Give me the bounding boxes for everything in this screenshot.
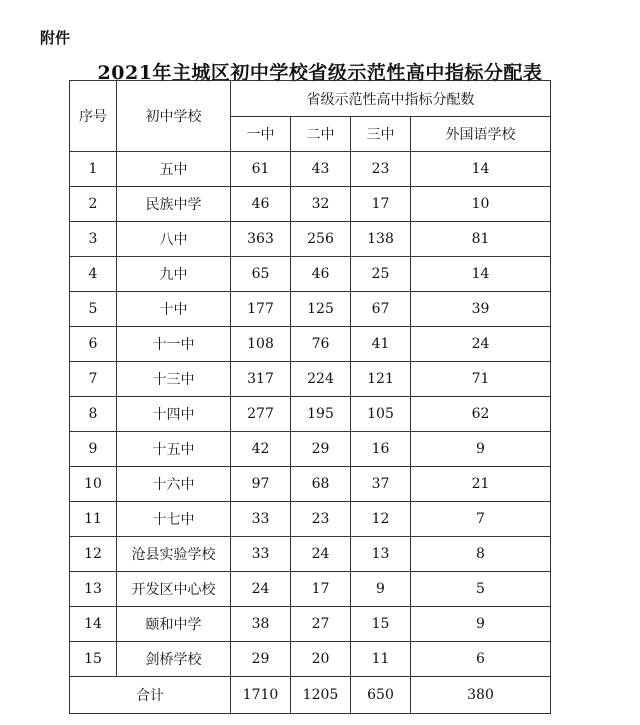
row-school: 民族中学 bbox=[117, 187, 231, 222]
row-v1: 33 bbox=[231, 502, 291, 537]
header-seq: 序号 bbox=[70, 81, 117, 152]
row-v1: 277 bbox=[231, 397, 291, 432]
row-school: 剑桥学校 bbox=[117, 642, 231, 677]
table-row bbox=[70, 362, 551, 397]
attachment-label: 附件 bbox=[40, 29, 71, 47]
row-school: 五中 bbox=[117, 152, 231, 187]
table-row bbox=[70, 187, 551, 222]
row-v2: 20 bbox=[291, 642, 351, 677]
table-row bbox=[70, 537, 551, 572]
row-seq: 10 bbox=[70, 467, 117, 502]
row-v3: 16 bbox=[351, 432, 411, 467]
row-v4: 9 bbox=[411, 607, 551, 642]
table-row bbox=[70, 607, 551, 642]
row-seq: 12 bbox=[70, 537, 117, 572]
table-row bbox=[70, 152, 551, 187]
row-v4: 81 bbox=[411, 222, 551, 257]
row-v1: 317 bbox=[231, 362, 291, 397]
allocation-table bbox=[69, 80, 551, 714]
row-v1: 24 bbox=[231, 572, 291, 607]
row-v4: 10 bbox=[411, 187, 551, 222]
total-label: 合计 bbox=[70, 677, 231, 714]
row-v3: 23 bbox=[351, 152, 411, 187]
row-v1: 363 bbox=[231, 222, 291, 257]
row-school: 十四中 bbox=[117, 397, 231, 432]
row-v2: 29 bbox=[291, 432, 351, 467]
row-school: 十中 bbox=[117, 292, 231, 327]
row-v1: 42 bbox=[231, 432, 291, 467]
row-school: 十三中 bbox=[117, 362, 231, 397]
row-seq: 5 bbox=[70, 292, 117, 327]
header-school: 初中学校 bbox=[117, 81, 231, 152]
row-school: 十五中 bbox=[117, 432, 231, 467]
row-v1: 33 bbox=[231, 537, 291, 572]
row-seq: 14 bbox=[70, 607, 117, 642]
row-v3: 25 bbox=[351, 257, 411, 292]
table-title: 2021年主城区初中学校省级示范性高中指标分配表 bbox=[97, 62, 543, 84]
row-v3: 11 bbox=[351, 642, 411, 677]
row-seq: 1 bbox=[70, 152, 117, 187]
row-v1: 46 bbox=[231, 187, 291, 222]
row-v4: 62 bbox=[411, 397, 551, 432]
row-v4: 7 bbox=[411, 502, 551, 537]
row-school: 九中 bbox=[117, 257, 231, 292]
header-group: 省级示范性高中指标分配数 bbox=[231, 81, 551, 117]
header-col-sanzhong: 三中 bbox=[351, 117, 411, 152]
row-seq: 2 bbox=[70, 187, 117, 222]
row-v3: 17 bbox=[351, 187, 411, 222]
row-v4: 24 bbox=[411, 327, 551, 362]
row-v3: 121 bbox=[351, 362, 411, 397]
row-v3: 37 bbox=[351, 467, 411, 502]
total-row bbox=[70, 677, 551, 714]
row-seq: 9 bbox=[70, 432, 117, 467]
table-row bbox=[70, 292, 551, 327]
row-v2: 76 bbox=[291, 327, 351, 362]
row-school: 十七中 bbox=[117, 502, 231, 537]
row-v2: 256 bbox=[291, 222, 351, 257]
table-row bbox=[70, 502, 551, 537]
row-v2: 68 bbox=[291, 467, 351, 502]
row-seq: 11 bbox=[70, 502, 117, 537]
row-seq: 3 bbox=[70, 222, 117, 257]
row-v2: 17 bbox=[291, 572, 351, 607]
table-row bbox=[70, 257, 551, 292]
row-v3: 13 bbox=[351, 537, 411, 572]
row-school: 十六中 bbox=[117, 467, 231, 502]
row-school: 沧县实验学校 bbox=[117, 537, 231, 572]
table-row bbox=[70, 642, 551, 677]
total-v1: 1710 bbox=[231, 677, 291, 714]
row-school: 八中 bbox=[117, 222, 231, 257]
row-v4: 71 bbox=[411, 362, 551, 397]
row-seq: 8 bbox=[70, 397, 117, 432]
row-v2: 23 bbox=[291, 502, 351, 537]
row-v2: 43 bbox=[291, 152, 351, 187]
row-v4: 8 bbox=[411, 537, 551, 572]
table-row bbox=[70, 222, 551, 257]
row-seq: 15 bbox=[70, 642, 117, 677]
row-v4: 21 bbox=[411, 467, 551, 502]
row-v1: 38 bbox=[231, 607, 291, 642]
table-body bbox=[70, 152, 551, 714]
table-row bbox=[70, 432, 551, 467]
row-seq: 4 bbox=[70, 257, 117, 292]
row-v4: 6 bbox=[411, 642, 551, 677]
row-v2: 27 bbox=[291, 607, 351, 642]
row-v3: 138 bbox=[351, 222, 411, 257]
row-v2: 125 bbox=[291, 292, 351, 327]
total-v3: 650 bbox=[351, 677, 411, 714]
header-col-waiguoyu: 外国语学校 bbox=[411, 117, 551, 152]
row-v2: 224 bbox=[291, 362, 351, 397]
row-v1: 29 bbox=[231, 642, 291, 677]
row-v4: 5 bbox=[411, 572, 551, 607]
row-v2: 46 bbox=[291, 257, 351, 292]
row-v1: 177 bbox=[231, 292, 291, 327]
row-v4: 14 bbox=[411, 257, 551, 292]
header-col-yizhong: 一中 bbox=[231, 117, 291, 152]
row-v3: 67 bbox=[351, 292, 411, 327]
row-v3: 15 bbox=[351, 607, 411, 642]
table-row bbox=[70, 572, 551, 607]
row-v4: 9 bbox=[411, 432, 551, 467]
row-v3: 9 bbox=[351, 572, 411, 607]
row-v1: 65 bbox=[231, 257, 291, 292]
row-v2: 195 bbox=[291, 397, 351, 432]
row-v1: 61 bbox=[231, 152, 291, 187]
row-v3: 41 bbox=[351, 327, 411, 362]
row-seq: 13 bbox=[70, 572, 117, 607]
table-row bbox=[70, 327, 551, 362]
row-seq: 6 bbox=[70, 327, 117, 362]
header-col-erzhong: 二中 bbox=[291, 117, 351, 152]
row-v2: 32 bbox=[291, 187, 351, 222]
row-v4: 39 bbox=[411, 292, 551, 327]
total-v2: 1205 bbox=[291, 677, 351, 714]
row-v3: 105 bbox=[351, 397, 411, 432]
row-school: 十一中 bbox=[117, 327, 231, 362]
table-row bbox=[70, 397, 551, 432]
row-v3: 12 bbox=[351, 502, 411, 537]
row-v2: 24 bbox=[291, 537, 351, 572]
row-seq: 7 bbox=[70, 362, 117, 397]
table-row bbox=[70, 467, 551, 502]
row-v1: 108 bbox=[231, 327, 291, 362]
total-v4: 380 bbox=[411, 677, 551, 714]
row-school: 开发区中心校 bbox=[117, 572, 231, 607]
row-school: 颐和中学 bbox=[117, 607, 231, 642]
row-v1: 97 bbox=[231, 467, 291, 502]
row-v4: 14 bbox=[411, 152, 551, 187]
